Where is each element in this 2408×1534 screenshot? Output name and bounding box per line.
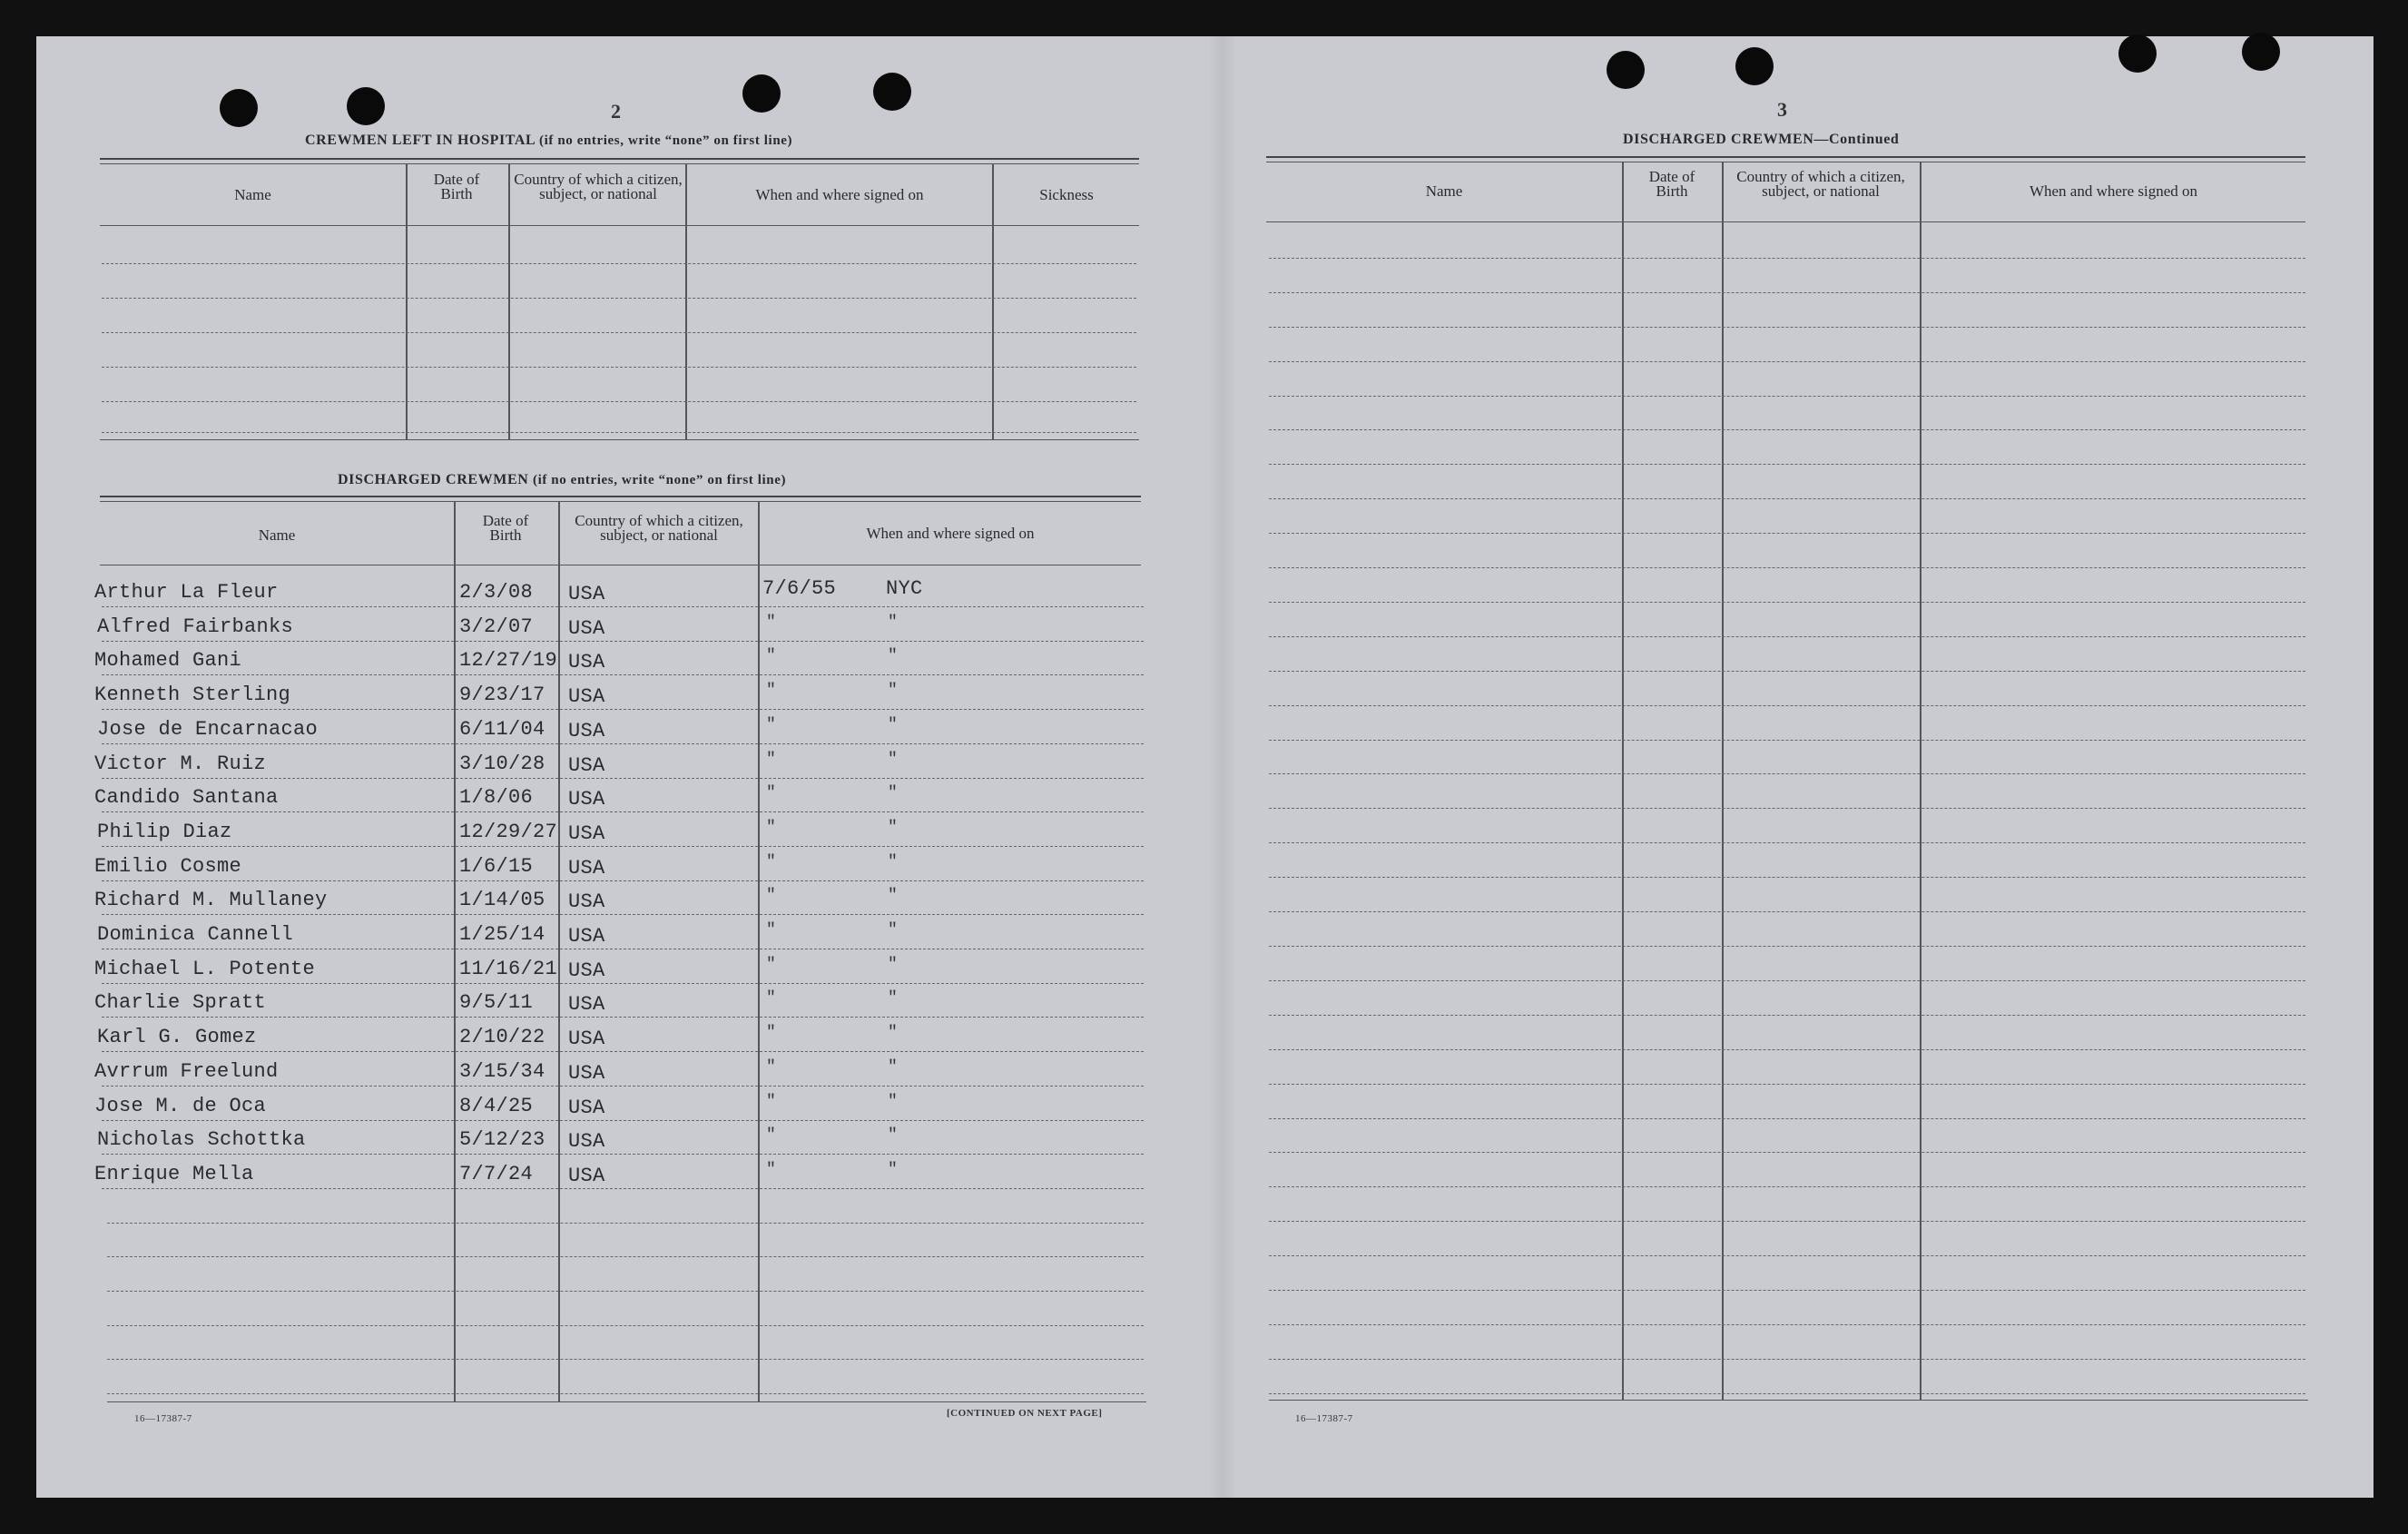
row-line — [102, 709, 1144, 710]
entry-line — [1269, 258, 2305, 259]
hospital-header-sickness: Sickness — [1039, 186, 1094, 203]
crew-signed-place: " — [888, 1058, 898, 1077]
crew-name: Kenneth Sterling — [94, 683, 291, 706]
crew-dob: 3/10/28 — [459, 752, 545, 775]
hospital-col-divider — [508, 163, 510, 439]
crew-country: USA — [568, 720, 605, 742]
crew-signed-place: " — [888, 751, 898, 769]
crew-name: Philip Diaz — [97, 821, 232, 843]
continued-note: [CONTINUED ON NEXT PAGE] — [947, 1408, 1103, 1419]
crew-name: Dominica Cannell — [97, 923, 294, 946]
row-line — [102, 983, 1144, 984]
hospital-header-signed: When and where signed on — [755, 186, 924, 203]
entry-line — [1269, 946, 2305, 947]
crew-signed-place: " — [888, 1024, 898, 1042]
entry-line — [1269, 705, 2305, 706]
crew-signed-date: " — [766, 1126, 776, 1145]
crew-signed-place: " — [888, 647, 898, 665]
right-top-rule — [1266, 156, 2305, 158]
row-line — [107, 1223, 1144, 1224]
right-header-dob: Date of Birth — [1648, 168, 1695, 200]
row-line — [102, 743, 1144, 744]
crew-signed-place: " — [888, 921, 898, 939]
hospital-col-divider — [992, 163, 994, 439]
crew-signed-place: NYC — [886, 577, 923, 600]
crew-country: USA — [568, 1028, 605, 1050]
hospital-entry-line — [102, 298, 1136, 299]
page-number-right: 3 — [1777, 98, 1787, 121]
row-line — [102, 846, 1144, 847]
entry-line — [1269, 464, 2305, 465]
crew-signed-date: " — [766, 853, 776, 871]
entry-line — [1269, 567, 2305, 568]
crew-name: Emilio Cosme — [94, 855, 242, 878]
row-line — [102, 880, 1144, 881]
crew-dob: 1/6/15 — [459, 855, 534, 878]
crew-signed-date: " — [766, 1161, 776, 1179]
entry-line — [1269, 602, 2305, 603]
right-col-divider — [1622, 162, 1624, 1400]
crew-name: Enrique Mella — [94, 1163, 254, 1185]
entry-line — [1269, 740, 2305, 741]
discharged-col-divider — [758, 501, 760, 1401]
crew-dob: 3/2/07 — [459, 615, 534, 638]
crew-dob: 8/4/25 — [459, 1095, 534, 1117]
punch-hole — [220, 89, 258, 127]
page-fold — [1209, 36, 1236, 1498]
row-line — [102, 1188, 1144, 1189]
crew-name: Karl G. Gomez — [97, 1026, 257, 1048]
row-line — [102, 606, 1144, 607]
form-number-right: 16—17387-7 — [1295, 1413, 1353, 1424]
discharged-header-signed: When and where signed on — [866, 525, 1035, 542]
entry-line — [1269, 1118, 2305, 1119]
crew-signed-date: " — [766, 614, 776, 632]
row-line — [107, 1359, 1144, 1360]
crew-dob: 12/27/19 — [459, 649, 558, 672]
right-header-country: Country of which a citizen, subject, or national — [1736, 168, 1905, 200]
row-line — [102, 1120, 1144, 1121]
crew-signed-place: " — [888, 1161, 898, 1179]
hospital-header-dob: Date of Birth — [433, 171, 480, 202]
crew-dob: 12/29/27 — [459, 821, 558, 843]
entry-line — [1269, 636, 2305, 637]
entry-line — [1269, 808, 2305, 809]
crew-country: USA — [568, 754, 605, 777]
crew-signed-date: " — [766, 1058, 776, 1077]
right-section-title: DISCHARGED CREWMEN—Continued — [1623, 132, 1900, 147]
hospital-header-name: Name — [234, 186, 271, 203]
crew-country: USA — [568, 1062, 605, 1085]
discharged-top-rule — [100, 496, 1141, 497]
crew-signed-date: " — [766, 716, 776, 734]
entry-line — [1269, 429, 2305, 430]
punch-hole — [1607, 51, 1645, 89]
entry-line — [1269, 1186, 2305, 1187]
crew-name: Alfred Fairbanks — [97, 615, 294, 638]
row-line — [102, 674, 1144, 675]
crew-country: USA — [568, 617, 605, 640]
crew-signed-date: " — [766, 751, 776, 769]
entry-line — [1269, 292, 2305, 293]
row-line — [102, 914, 1144, 915]
crew-country: USA — [568, 1130, 605, 1153]
row-line — [107, 1291, 1144, 1292]
right-header-signed: When and where signed on — [2029, 182, 2198, 200]
crew-country: USA — [568, 651, 605, 674]
crew-country: USA — [568, 1165, 605, 1187]
crew-signed-date: " — [766, 1093, 776, 1111]
punch-hole — [2242, 33, 2280, 71]
crew-country: USA — [568, 685, 605, 708]
entry-line — [1269, 1324, 2305, 1325]
punch-hole — [873, 73, 911, 111]
discharged-bottom-rule — [107, 1401, 1146, 1402]
crew-dob: 1/25/14 — [459, 923, 545, 946]
crew-name: Candido Santana — [94, 786, 279, 809]
crew-signed-place: " — [888, 887, 898, 905]
crew-country: USA — [568, 822, 605, 845]
entry-line — [1269, 1049, 2305, 1050]
crew-signed-place: " — [888, 614, 898, 632]
entry-line — [1269, 980, 2305, 981]
crew-country: USA — [568, 925, 605, 948]
crew-country: USA — [568, 857, 605, 880]
entry-line — [1269, 498, 2305, 499]
crew-dob: 5/12/23 — [459, 1128, 545, 1151]
crew-dob: 9/5/11 — [459, 991, 534, 1014]
entry-line — [1269, 1255, 2305, 1256]
entry-line — [1269, 842, 2305, 843]
hospital-title-note: (if no entries, write “none” on first line) — [539, 133, 793, 148]
discharged-col-divider — [454, 501, 456, 1401]
crew-dob: 9/23/17 — [459, 683, 545, 706]
entry-line — [1269, 671, 2305, 672]
crew-signed-place: " — [888, 1126, 898, 1145]
crew-signed-date: " — [766, 784, 776, 802]
crew-country: USA — [568, 890, 605, 913]
crew-dob: 1/8/06 — [459, 786, 534, 809]
punch-hole — [742, 74, 781, 113]
crew-dob: 6/11/04 — [459, 718, 545, 741]
crew-signed-date: 7/6/55 — [762, 577, 837, 600]
entry-line — [1269, 877, 2305, 878]
crew-country: USA — [568, 1096, 605, 1119]
right-header-rule — [1266, 221, 2305, 222]
hospital-bottom-rule — [100, 439, 1139, 440]
entry-line — [1269, 1221, 2305, 1222]
crew-name: Jose M. de Oca — [94, 1095, 267, 1117]
crew-name: Michael L. Potente — [94, 958, 316, 980]
discharged-header-dob: Date of Birth — [482, 512, 529, 544]
document-sheet — [36, 36, 2374, 1498]
crew-name: Jose de Encarnacao — [97, 718, 319, 741]
entry-line — [1269, 1393, 2305, 1394]
crew-signed-date: " — [766, 1024, 776, 1042]
hospital-entry-line — [102, 401, 1136, 402]
crew-name: Charlie Spratt — [94, 991, 267, 1014]
crew-name: Avrrum Freelund — [94, 1060, 279, 1083]
punch-hole — [347, 87, 385, 125]
crew-signed-date: " — [766, 956, 776, 974]
discharged-col-divider — [558, 501, 560, 1401]
crew-signed-place: " — [888, 1093, 898, 1111]
punch-hole — [2118, 34, 2157, 73]
right-bottom-rule — [1269, 1400, 2308, 1401]
crew-signed-date: " — [766, 819, 776, 837]
row-line — [102, 641, 1144, 642]
hospital-top-rule — [100, 158, 1139, 160]
crew-signed-place: " — [888, 989, 898, 1008]
crew-name: Nicholas Schottka — [97, 1128, 306, 1151]
crew-name: Richard M. Mullaney — [94, 889, 328, 911]
crew-dob: 1/14/05 — [459, 889, 545, 911]
crew-country: USA — [568, 993, 605, 1016]
entry-line — [1269, 1152, 2305, 1153]
crew-signed-place: " — [888, 784, 898, 802]
hospital-entry-line — [102, 332, 1136, 333]
crew-dob: 11/16/21 — [459, 958, 558, 980]
entry-line — [1269, 911, 2305, 912]
entry-line — [1269, 1015, 2305, 1016]
row-line — [107, 1393, 1144, 1394]
form-number-left: 16—17387-7 — [134, 1413, 192, 1424]
hospital-entry-line — [102, 263, 1136, 264]
row-line — [102, 1086, 1144, 1087]
entry-line — [1269, 1290, 2305, 1291]
crew-signed-place: " — [888, 853, 898, 871]
discharged-header-country: Country of which a citizen, subject, or national — [575, 512, 743, 544]
entry-line — [1269, 773, 2305, 774]
entry-line — [1269, 533, 2305, 534]
row-line — [107, 1256, 1144, 1257]
crew-name: Mohamed Gani — [94, 649, 242, 672]
crew-country: USA — [568, 788, 605, 811]
hospital-entry-line — [102, 432, 1136, 433]
row-line — [102, 778, 1144, 779]
entry-line — [1269, 327, 2305, 328]
row-line — [102, 811, 1144, 812]
discharged-title-text: DISCHARGED CREWMEN — [338, 472, 529, 487]
right-header-name: Name — [1425, 182, 1463, 200]
page-number-left: 2 — [611, 100, 621, 123]
hospital-col-divider — [685, 163, 687, 439]
crew-signed-date: " — [766, 887, 776, 905]
discharged-header-name: Name — [258, 526, 296, 544]
crew-country: USA — [568, 959, 605, 982]
entry-line — [1269, 1359, 2305, 1360]
entry-line — [1269, 361, 2305, 362]
crew-signed-place: " — [888, 956, 898, 974]
crew-signed-place: " — [888, 682, 898, 700]
hospital-section-title — [305, 133, 792, 149]
right-col-divider — [1920, 162, 1921, 1400]
crew-dob: 7/7/24 — [459, 1163, 534, 1185]
hospital-header-rule — [100, 225, 1139, 226]
crew-signed-place: " — [888, 819, 898, 837]
crew-signed-date: " — [766, 921, 776, 939]
crew-dob: 3/15/34 — [459, 1060, 545, 1083]
entry-line — [1269, 396, 2305, 397]
hospital-top-rule-2 — [100, 163, 1139, 164]
row-line — [102, 1154, 1144, 1155]
discharged-section-title — [338, 472, 786, 488]
crew-signed-date: " — [766, 989, 776, 1008]
crew-signed-date: " — [766, 647, 776, 665]
entry-line — [1269, 1084, 2305, 1085]
crew-name: Victor M. Ruiz — [94, 752, 267, 775]
hospital-entry-line — [102, 367, 1136, 368]
crew-signed-place: " — [888, 716, 898, 734]
right-col-divider — [1722, 162, 1724, 1400]
hospital-title-text: CREWMEN LEFT IN HOSPITAL — [305, 133, 536, 148]
crew-country: USA — [568, 583, 605, 605]
row-line — [102, 1051, 1144, 1052]
hospital-col-divider — [406, 163, 408, 439]
crew-dob: 2/3/08 — [459, 581, 534, 604]
punch-hole — [1735, 47, 1774, 85]
crew-name: Arthur La Fleur — [94, 581, 279, 604]
row-line — [102, 1017, 1144, 1018]
row-line — [107, 1325, 1144, 1326]
hospital-header-country: Country of which a citizen, subject, or national — [514, 171, 683, 202]
discharged-title-note: (if no entries, write “none” on first line) — [532, 473, 787, 487]
discharged-top-rule-2 — [100, 501, 1141, 502]
crew-dob: 2/10/22 — [459, 1026, 545, 1048]
crew-signed-date: " — [766, 682, 776, 700]
